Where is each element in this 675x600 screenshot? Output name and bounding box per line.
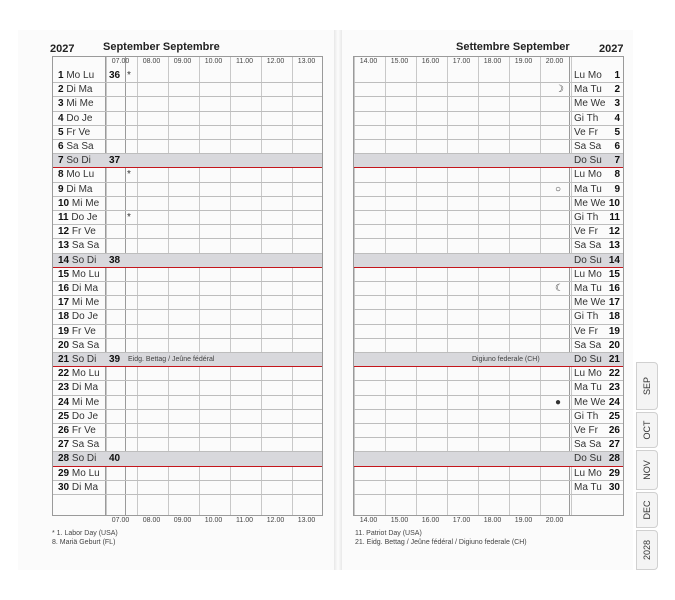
day-number: 28 [58,453,70,465]
right-footnote-2: 21. Eidg. Bettag / Jeûne fédéral / Digiuno federale (CH) [355,539,527,546]
day-row[interactable] [53,410,322,424]
day-row[interactable] [53,268,322,282]
weekday-abbr: Mi Me [71,297,100,309]
day-label [58,381,98,395]
day-label [574,225,620,239]
day-number: 29 [58,467,70,479]
weekday-abbr: Mo Lu [71,467,100,479]
day-row[interactable] [53,168,322,182]
day-number: 10 [608,197,620,209]
day-row[interactable] [354,168,623,182]
day-number: 4 [614,112,620,124]
hour-label: 17.00 [452,517,471,524]
weekday-abbr: Ma Tu [574,183,602,195]
week-number: 37 [109,155,121,167]
day-number: 8 [614,169,620,181]
day-number: 12 [608,226,620,238]
day-label [574,140,620,154]
day-number: 17 [608,297,620,309]
weekday-abbr: Do Su [574,354,602,365]
weekday-abbr: Lu Mo [574,70,602,81]
weekday-abbr: Do Je [71,212,98,223]
day-row[interactable] [53,353,322,367]
day-number: 14 [608,254,620,266]
hour-label: 16.00 [421,517,440,524]
weekday-abbr: Sa Sa [574,240,602,252]
moon-phase-icon: ☽ [555,84,564,96]
day-label [58,268,100,282]
weekday-abbr: Sa Sa [71,240,100,252]
hour-label: 13.00 [297,517,316,524]
weekday-abbr: Do Su [574,254,602,266]
day-number: 3 [58,98,64,110]
hour-label: 20.00 [545,517,564,524]
day-row[interactable] [53,112,322,126]
day-label [574,367,620,381]
weekday-abbr: Sa Sa [574,339,602,351]
week-number: 39 [109,354,121,365]
day-number: 10 [58,197,70,209]
day-label [58,183,92,197]
day-label [58,239,99,253]
day-row[interactable] [53,69,322,83]
day-row[interactable] [354,310,623,324]
day-row[interactable] [354,481,623,495]
day-label [574,339,620,353]
day-number: 1 [614,70,620,81]
day-number: 7 [614,155,620,167]
day-number: 25 [608,410,620,422]
day-number: 30 [608,481,620,493]
weekday-abbr: Do Je [71,311,99,323]
right-year: 2027 [599,43,624,55]
weekday-abbr: Me We [574,197,606,209]
day-label [574,154,620,168]
weekday-abbr: Ve Fr [574,425,598,436]
hour-label: 12.00 [266,517,285,524]
day-label [574,168,620,182]
weekday-abbr: So Di [71,254,97,266]
day-number: 23 [58,382,70,394]
day-label [574,381,620,395]
day-row[interactable] [53,83,322,97]
day-row[interactable] [354,325,623,339]
day-number: 26 [608,425,620,436]
weekday-abbr: Fr Ve [66,126,91,138]
day-label [574,353,620,367]
tab-sep[interactable]: SEP [636,362,658,410]
day-label [574,396,620,410]
day-row[interactable] [53,339,322,353]
day-number: 18 [58,311,70,323]
day-row[interactable] [53,197,322,211]
week-number: 38 [109,254,121,266]
day-number: 16 [608,283,620,294]
left-month-title: September Septembre [103,41,220,53]
day-row[interactable] [53,225,322,239]
day-label [574,452,620,466]
day-label [58,353,96,367]
day-number: 18 [608,311,620,323]
tab-nov[interactable]: NOV [636,450,658,490]
day-row[interactable] [53,467,322,481]
day-row[interactable] [354,367,623,381]
day-row[interactable] [354,211,623,225]
day-row[interactable] [53,183,322,197]
holiday-label: Eidg. Bettag / Jeûne fédéral [128,356,215,363]
day-row[interactable] [354,112,623,126]
weekday-abbr: Mi Me [66,98,94,110]
weekday-abbr: Me We [574,297,606,309]
day-row[interactable] [354,396,623,410]
day-label [574,410,620,424]
day-row[interactable] [53,140,322,154]
day-row[interactable] [354,424,623,438]
moon-phase-icon: ● [555,396,562,408]
holiday-asterisk: * [127,169,131,181]
day-row[interactable] [53,211,322,225]
day-row[interactable] [354,140,623,154]
day-label [58,112,92,126]
left-year: 2027 [50,43,75,55]
day-row[interactable] [53,310,322,324]
weekday-abbr: Di Ma [71,481,99,493]
weekday-abbr: Mi Me [71,396,100,408]
weekday-abbr: Sa Sa [71,439,100,451]
hour-label: 16.00 [421,58,440,65]
day-label [58,211,97,225]
weekday-abbr: Ma Tu [574,283,602,294]
hour-label: 09.00 [173,517,192,524]
weekday-abbr: Do Su [574,453,602,465]
day-number: 21 [608,354,620,365]
hour-label: 10.00 [204,58,223,65]
hour-label: 11.00 [236,58,253,65]
day-number: 29 [608,467,620,479]
weekday-abbr: Fr Ve [71,425,96,436]
weekday-abbr: Lu Mo [574,368,602,380]
day-label [574,467,620,481]
hour-label: 11.00 [236,517,253,524]
day-row[interactable] [354,296,623,310]
day-row[interactable] [53,282,322,296]
day-label [574,481,620,495]
weekday-abbr: Do Je [71,410,99,422]
day-label [58,296,99,310]
day-number: 19 [58,325,70,337]
day-label [574,211,620,225]
day-row[interactable] [354,467,623,481]
right-month-title: Settembre September [456,41,570,53]
hour-label: 15.00 [390,58,409,65]
day-number: 16 [58,283,70,294]
day-number: 28 [608,453,620,465]
day-number: 2 [58,84,64,96]
day-label [574,183,620,197]
weekday-abbr: Me We [574,98,606,110]
day-number: 9 [58,183,64,195]
weekday-abbr: Mo Lu [71,268,100,280]
day-label [58,97,94,111]
day-row[interactable] [53,452,322,466]
day-label [58,83,92,97]
weekday-abbr: Me We [574,396,606,408]
weekday-abbr: Fr Ve [71,325,96,337]
weekday-abbr: Mo Lu [71,368,100,380]
hour-label: 08.00 [142,517,161,524]
day-label [574,438,620,452]
day-row[interactable] [53,154,322,168]
weekday-abbr: Mo Lu [66,169,95,181]
day-number: 27 [58,439,70,451]
day-row[interactable] [53,424,322,438]
day-row[interactable] [354,97,623,111]
day-number: 13 [58,240,70,252]
day-label [574,97,620,111]
day-row[interactable] [53,296,322,310]
day-number: 21 [58,354,70,365]
weekday-abbr: Ma Tu [574,481,602,493]
week-number: 36 [109,70,121,81]
day-row[interactable] [354,69,623,83]
weekday-abbr: Mi Me [71,197,100,209]
day-number: 4 [58,112,64,124]
hour-label: 09.00 [173,58,192,65]
day-row[interactable] [354,410,623,424]
hour-label: 08.00 [142,58,161,65]
weekday-abbr: Di Ma [66,84,93,96]
day-label [574,197,620,211]
day-number: 3 [614,98,620,110]
day-number: 13 [608,240,620,252]
day-row[interactable] [354,154,623,168]
weekday-abbr: Di Ma [66,183,93,195]
day-number: 12 [58,226,70,238]
day-label [58,467,100,481]
day-label [58,154,91,168]
hour-label: 07.00 [111,58,130,65]
day-label [574,325,620,339]
hour-label: 10.00 [204,517,223,524]
day-number: 22 [608,368,620,380]
weekday-abbr: So Di [66,155,91,167]
day-label [574,310,620,324]
hour-label: 13.00 [297,58,316,65]
day-label [574,112,620,126]
day-row[interactable] [53,481,322,495]
day-label [58,168,94,182]
day-row[interactable] [53,239,322,253]
right-footnote-1: 11. Patriot Day (USA) [355,530,422,537]
weekday-abbr: Ma Tu [574,84,602,96]
day-row[interactable] [354,254,623,268]
left-day-grid [52,56,323,516]
weekday-abbr: Sa Sa [574,439,602,451]
day-label [58,339,99,353]
day-label [574,254,620,268]
day-row[interactable] [53,254,322,268]
day-row[interactable] [354,268,623,282]
day-number: 11 [58,212,69,223]
left-footnote-2: 8. Mariä Geburt (FL) [52,539,116,546]
weekday-abbr: Mo Lu [66,70,95,81]
day-label [58,452,96,466]
day-row[interactable] [354,353,623,367]
day-label [58,481,98,495]
day-label [574,126,620,140]
day-label [58,225,96,239]
weekday-abbr: Do Je [66,112,93,124]
weekday-abbr: Do Su [574,155,602,167]
weekday-abbr: So Di [71,354,97,365]
day-label [58,197,99,211]
day-label [58,438,99,452]
weekday-abbr: Lu Mo [574,467,602,479]
day-label [574,69,620,83]
hour-label: 18.00 [483,58,502,65]
day-label [58,396,99,410]
day-number: 5 [58,126,64,138]
day-number: 14 [58,254,70,266]
day-label [58,424,96,438]
day-number: 26 [58,425,70,436]
day-number: 9 [614,183,620,195]
day-number: 22 [58,368,70,380]
day-number: 25 [58,410,70,422]
day-row[interactable] [53,325,322,339]
hour-label: 12.00 [266,58,285,65]
weekday-abbr: Gi Th [574,410,599,422]
right-day-grid [353,56,624,516]
day-number: 17 [58,297,70,309]
tab-oct[interactable]: OCT [636,412,658,448]
day-label [58,367,100,381]
day-number: 1 [58,70,64,81]
day-number: 8 [58,169,64,181]
tab-dec[interactable]: DEC [636,492,658,528]
day-row[interactable] [354,452,623,466]
hour-label: 17.00 [452,58,471,65]
hour-label: 18.00 [483,517,502,524]
day-label [574,424,620,438]
day-label [574,83,620,97]
weekday-abbr: Sa Sa [71,339,100,351]
day-label [58,69,94,83]
hour-label: 19.00 [514,517,533,524]
day-number: 30 [58,481,70,493]
holiday-asterisk: * [127,70,131,81]
day-row[interactable] [354,282,623,296]
day-row[interactable] [354,197,623,211]
day-row[interactable] [354,339,623,353]
page-fold [334,30,342,570]
weekday-abbr: Di Ma [71,283,99,294]
weekday-abbr: Lu Mo [574,268,602,280]
moon-phase-icon: ○ [555,183,562,195]
weekday-abbr: Fr Ve [71,226,96,238]
day-row[interactable] [354,438,623,452]
day-row[interactable] [53,381,322,395]
day-label [58,310,98,324]
day-row[interactable] [354,225,623,239]
day-label [574,282,620,296]
day-row[interactable] [354,239,623,253]
day-row[interactable] [53,367,322,381]
holiday-label: Digiuno federale (CH) [472,356,540,363]
day-number: 20 [608,339,620,351]
weekday-abbr: Sa Sa [66,141,94,152]
day-number: 20 [58,339,70,351]
hour-label: 15.00 [390,517,409,524]
hour-label: 14.00 [359,517,378,524]
hour-label: 20.00 [545,58,564,65]
day-number: 23 [608,382,620,394]
day-row[interactable] [53,97,322,111]
weekday-abbr: So Di [71,453,97,465]
weekday-abbr: Ve Fr [574,325,598,337]
day-label [574,268,620,282]
day-label [58,325,96,339]
day-row[interactable] [354,126,623,140]
day-number: 6 [58,141,64,152]
weekday-abbr: Ve Fr [574,226,598,238]
day-number: 7 [58,155,64,167]
weekday-abbr: Sa Sa [574,141,602,152]
day-row[interactable] [354,83,623,97]
day-row[interactable] [53,396,322,410]
day-label [574,239,620,253]
day-label [58,410,98,424]
day-row[interactable] [53,126,322,140]
hour-label: 14.00 [359,58,378,65]
weekday-abbr: Gi Th [574,212,599,223]
hour-label: 19.00 [514,58,533,65]
day-row[interactable] [354,183,623,197]
weekday-abbr: Ma Tu [574,382,602,394]
day-label [58,140,94,154]
day-row[interactable] [354,381,623,395]
week-number: 40 [109,453,121,465]
day-number: 19 [608,325,620,337]
weekday-abbr: Ve Fr [574,126,598,138]
weekday-abbr: Gi Th [574,311,599,323]
left-footnote-1: * 1. Labor Day (USA) [52,530,118,537]
day-number: 27 [608,439,620,451]
day-number: 6 [614,141,620,152]
day-label [574,296,620,310]
day-label [58,282,98,296]
weekday-abbr: Di Ma [71,382,99,394]
day-number: 15 [58,268,70,280]
hour-label: 07.00 [111,517,130,524]
tab-2028[interactable]: 2028 [636,530,658,570]
holiday-asterisk: * [127,212,131,223]
day-number: 5 [614,126,620,138]
day-row[interactable] [53,438,322,452]
day-number: 11 [609,212,620,223]
day-number: 2 [614,84,620,96]
day-label [58,254,96,268]
day-label [58,126,90,140]
weekday-abbr: Lu Mo [574,169,602,181]
day-number: 24 [608,396,620,408]
day-number: 24 [58,396,70,408]
weekday-abbr: Gi Th [574,112,599,124]
moon-phase-icon: ☾ [555,283,564,294]
day-number: 15 [608,268,620,280]
